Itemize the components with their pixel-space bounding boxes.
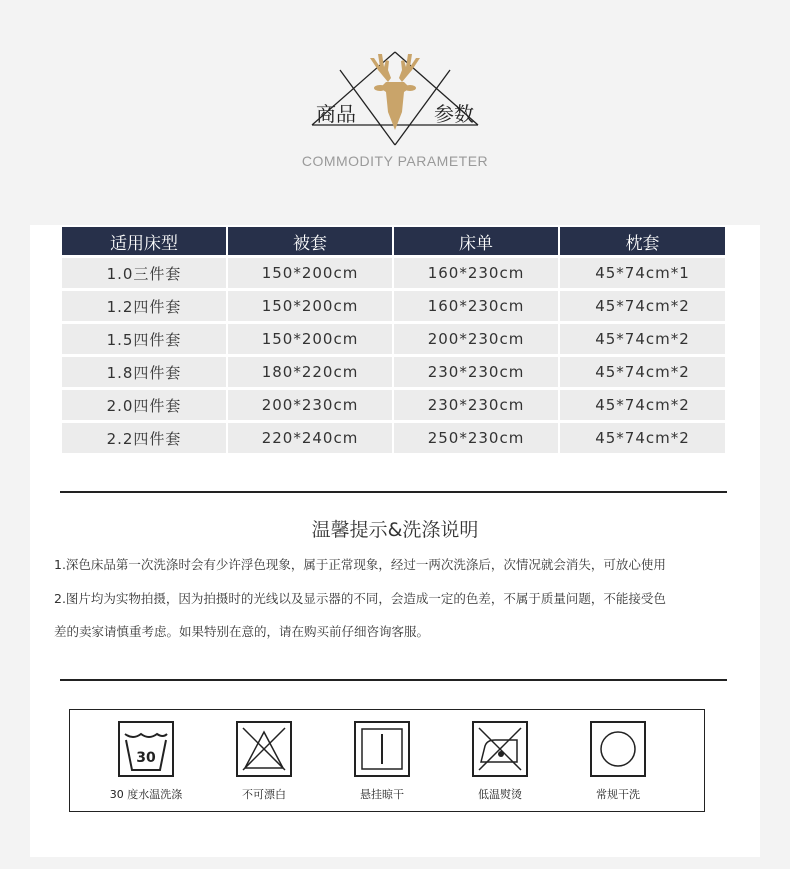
table-cell: 45*74cm*1 (560, 258, 725, 288)
wash-item (214, 720, 314, 802)
no-bleach-icon (235, 720, 293, 778)
table-cell: 250*230cm (394, 423, 558, 453)
care-line-3: 差的卖家请慎重考虑。如果特别在意的，请在购买前仔细咨询客服。 (54, 624, 430, 639)
deer-head-icon (300, 40, 490, 150)
table-cell: 230*230cm (394, 357, 558, 387)
wash-label: 不可漂白 (242, 788, 286, 801)
table-row (62, 390, 725, 420)
wash-label: 低温熨烫 (478, 788, 522, 801)
table-row (62, 423, 725, 453)
table-header-row (62, 227, 725, 255)
table-cell: 45*74cm*2 (560, 324, 725, 354)
divider-top (60, 491, 727, 493)
title-left: 商品 (316, 102, 356, 126)
table-cell: 200*230cm (228, 390, 392, 420)
header-duvet: 被套 (228, 227, 392, 255)
wash-30-icon (117, 720, 175, 778)
wash-item (96, 720, 196, 802)
header-pillowcase: 枕套 (560, 227, 725, 255)
dry-clean-icon (589, 720, 647, 778)
table-cell: 45*74cm*2 (560, 390, 725, 420)
table-row (62, 258, 725, 288)
wash-label: 常规干洗 (596, 788, 640, 801)
wash-item (568, 720, 668, 802)
table-cell: 150*200cm (228, 291, 392, 321)
table-cell: 200*230cm (394, 324, 558, 354)
table-cell: 230*230cm (394, 390, 558, 420)
table-cell: 45*74cm*2 (560, 291, 725, 321)
subtitle: COMMODITY PARAMETER (301, 153, 489, 169)
table-cell: 1.2四件套 (62, 291, 226, 321)
table-cell: 2.2四件套 (62, 423, 226, 453)
table-cell: 150*200cm (228, 324, 392, 354)
table-cell: 1.0三件套 (62, 258, 226, 288)
low-iron-icon (471, 720, 529, 778)
header-bed-type: 适用床型 (62, 227, 226, 255)
table-cell: 1.8四件套 (62, 357, 226, 387)
table-row (62, 324, 725, 354)
care-line-2: 2.图片均为实物拍摄，因为拍摄时的光线以及显示器的不同，会造成一定的色差，不属于质量问题，不能接受色 (54, 591, 666, 606)
wash-icons-box (69, 709, 705, 812)
header (0, 0, 790, 225)
table-cell: 45*74cm*2 (560, 357, 725, 387)
divider-bottom (60, 679, 727, 681)
title-right: 参数 (434, 102, 474, 126)
hang-dry-icon (353, 720, 411, 778)
table-cell: 1.5四件套 (62, 324, 226, 354)
table-row (62, 357, 725, 387)
table-cell: 180*220cm (228, 357, 392, 387)
care-title: 温馨提示&洗涤说明 (311, 519, 479, 541)
table-cell: 150*200cm (228, 258, 392, 288)
wash-label: 30 度水温洗涤 (109, 788, 183, 801)
wash-item (332, 720, 432, 802)
table-cell: 160*230cm (394, 258, 558, 288)
table-cell: 2.0四件套 (62, 390, 226, 420)
table-cell: 160*230cm (394, 291, 558, 321)
wash-temp: 30 (136, 750, 156, 766)
care-line-1: 1.深色床品第一次洗涤时会有少许浮色现象，属于正常现象，经过一两次洗涤后，次情况就会消失，可放心使用 (54, 557, 666, 572)
table-cell: 220*240cm (228, 423, 392, 453)
table-row (62, 291, 725, 321)
header-sheet: 床单 (394, 227, 558, 255)
parameter-table (60, 224, 727, 456)
wash-label: 悬挂晾干 (360, 788, 404, 801)
table-cell: 45*74cm*2 (560, 423, 725, 453)
wash-item (450, 720, 550, 802)
